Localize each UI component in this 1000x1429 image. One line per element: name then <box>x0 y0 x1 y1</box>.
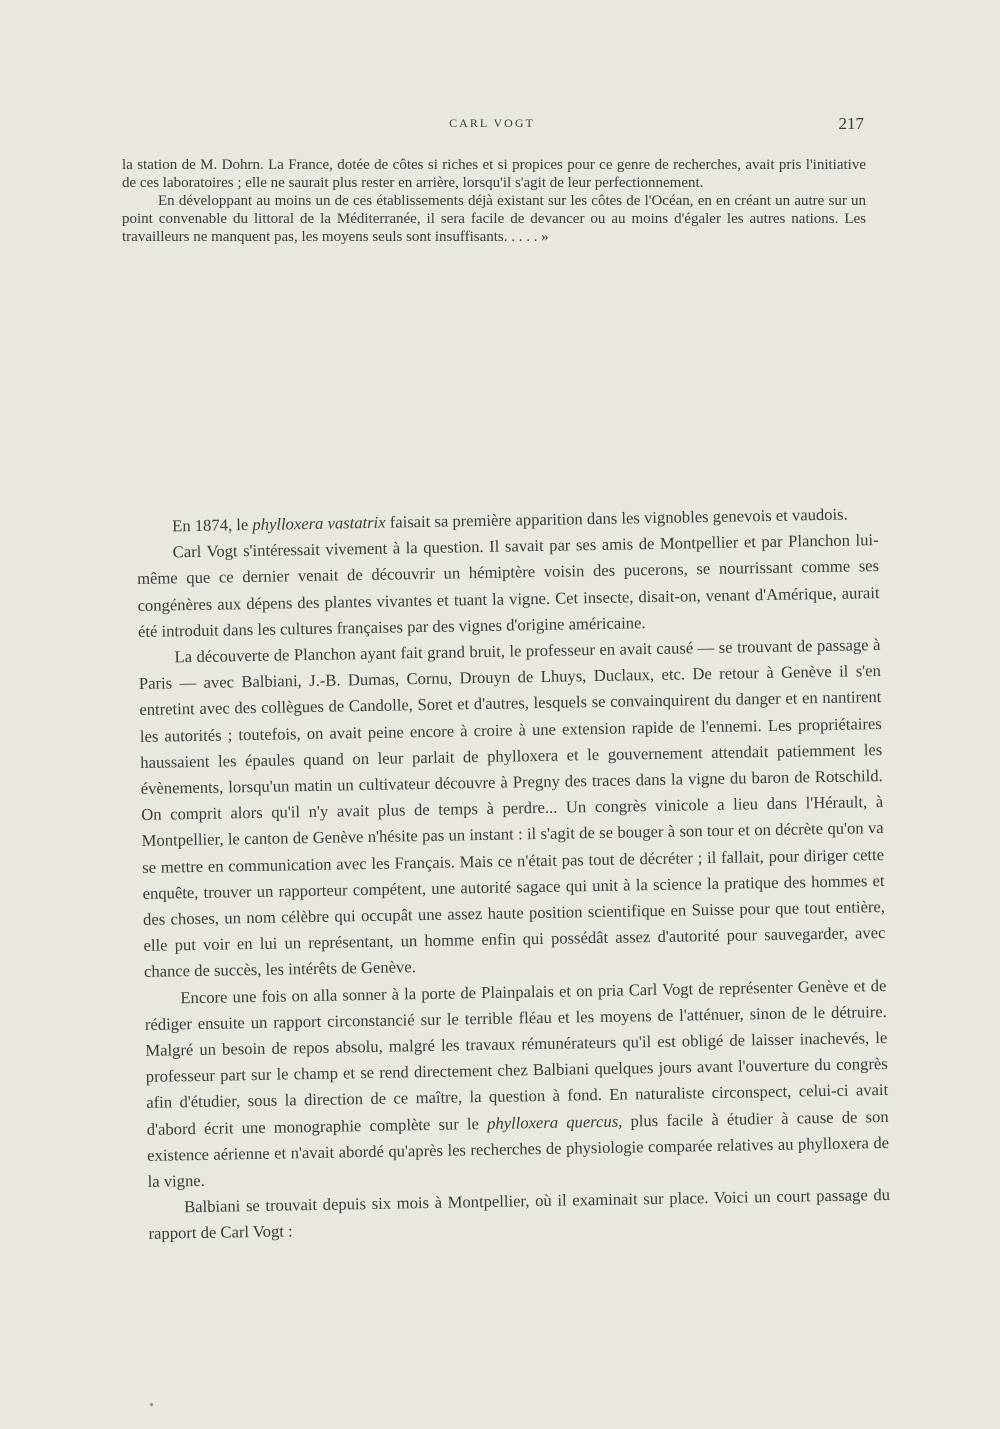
italic-term: phylloxera quercus, <box>486 1111 623 1133</box>
paragraph: En développant au moins un de ces établissements déjà existant sur les côtes de l'Océan, en en créant un autre sur un point convenable du littoral de la Méditerranée, il sera facile de devancer ou au moins d'égaler les autres nations. Les travailleurs ne manquent pas, les moyens seuls sont insuffisants. . . . . » <box>122 193 866 245</box>
running-title: CARL VOGT <box>449 116 535 130</box>
page-number: 217 <box>838 114 864 133</box>
paragraph: La découverte de Planchon ayant fait grand bruit, le professeur en avait causé — se trouvant de passage à Paris — avec Balbiani, J.-B. Dumas, Cornu, Drouyn de Lhuys, Duclaux, etc. De retour à Genève il s'en entretint avec des collègues de Candolle, Soret et d'autres, lesquels se convainquirent du danger et en nantirent les autorités ; toutefois, on avait peine encore à croire à une extension rapide de l'ennemi. Les propriétaires haussaient les épaules quand on leur parlait de phylloxera et le gouvernement attendait patiemment les évènements, lorsqu'un matin un cultivateur découvre à Pregny des traces dans la vigne du baron de Rotschild. On comprit alors qu'il n'y avait plus de temps à perdre... Un congrès vinicole a lieu dans l'Hérault, à Montpellier, le canton de Genève n'hésite pas un instant : il s'agit de se bouger à son tour et on décrète qu'on va se mettre en communication avec les Français. Mais ce n'était pas tout de décréter ; il fallait, pour diriger cette enquête, trouver un rapporteur compétent, une autorité sagace qui unit à la science la pratique des hommes et des choses, un nom célèbre qui occupât une assez haute position scientifique en Suisse pour que tout entière, elle put voir en lui un représentant, un homme enfin qui possédât assez d'autorité pour sauvegarder, avec chance de succès, les intérêts de Genève. <box>138 635 886 982</box>
text-run: plus facile à étudier à cause de son existence aérienne et n'avait abordé qu'après les recherches de physiologie comparée relatives au phylloxera de la vigne. <box>147 1106 890 1191</box>
paragraph: Balbiani se trouvait depuis six mois à Montpellier, où il examinait sur place. Voici un court passage du rapport de Carl Vogt : <box>148 1185 891 1244</box>
text-run: faisait sa première apparition dans les vignobles genevois et vaudois. <box>385 504 848 532</box>
text-run: Encore une fois on alla sonner à la porte de Plainpalais et on pria Carl Vogt de représenter Genève et de rédiger ensuite un rapport circonstancié sur le terrible fléau et les moyens de l'atténuer, sinon de le détruire. Malgré un besoin de repos absolu, malgré les travaux rémunérateurs qu'il est obligé de laisser inachevés, le professeur part sur le champ et se rend directement chez Balbiani quelques jours avant l'ouverture du congrès afin d'étudier, sous la direction de ce maître, la question à fond. En naturaliste circonspect, celui-ci avait d'abord écrit une monographie complète sur le <box>144 975 889 1139</box>
italic-term: phylloxera vastatrix <box>252 512 386 534</box>
paragraph: la station de M. Dohrn. La France, dotée de côtes si riches et si propices pour ce genre de recherches, avait pris l'initiative de ces laboratoires ; elle ne saurait plus rester en arrière, lorsqu'il s'agit de leur perfectionnement. <box>122 157 866 191</box>
text-run: En 1874, le <box>172 514 253 536</box>
text-block-main <box>136 501 891 1248</box>
paragraph: Carl Vogt s'intéressait vivement à la question. Il savait par ses amis de Montpellier et par Planchon lui-même que ce dernier venait de découvrir un hémiptère voisin des pucerons, se nourrissant comme ses congénères aux dépens des plantes vivantes et tuant la vigne. Cet insecte, disait-on, venant d'Amérique, aurait été introduit dans les cultures françaises par des vignes d'origine américaine. <box>136 530 880 641</box>
running-head <box>120 116 864 140</box>
stray-ink-mark <box>150 1403 153 1406</box>
text-block-top <box>122 156 866 246</box>
paragraph <box>144 973 890 1196</box>
